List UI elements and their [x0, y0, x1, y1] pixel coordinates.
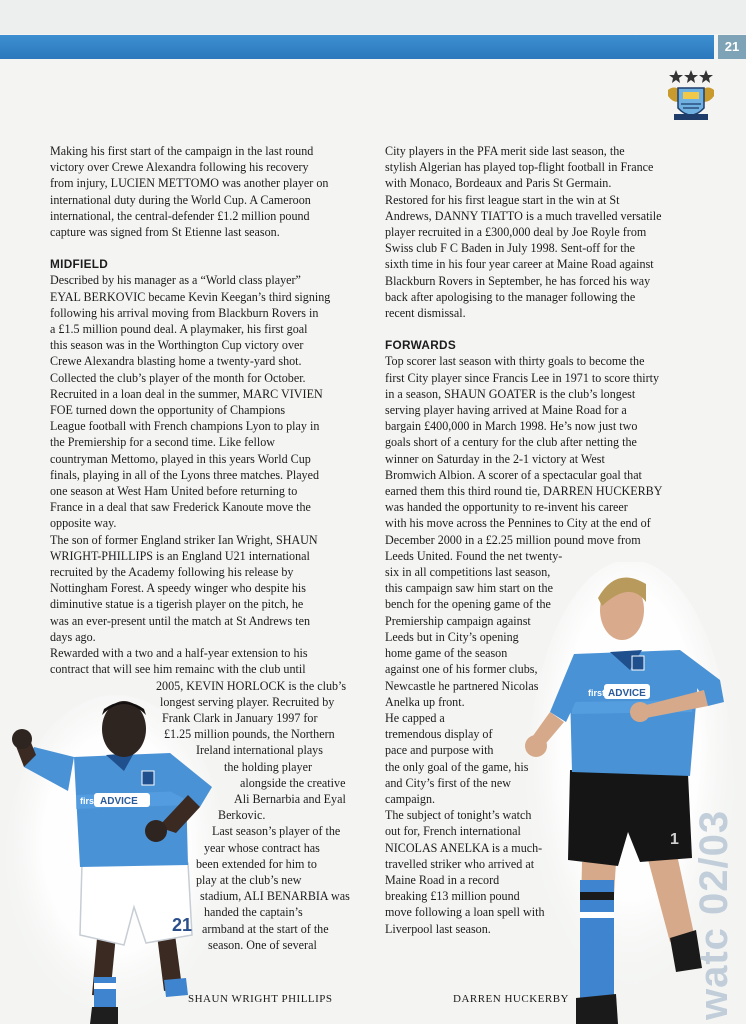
right-para-1: [385, 143, 705, 321]
text-line: and City’s first of the new: [385, 775, 511, 790]
text-line: bench for the opening game of the: [385, 597, 551, 612]
text-line: been extended for him to: [196, 856, 317, 871]
text-line: first City player since Francis Lee in 1971 to score thirty: [385, 370, 660, 385]
text-line: Described by his manager as a “World class player”: [50, 273, 301, 288]
text-line: Rewarded with a two and a half-year extension to his: [50, 646, 308, 661]
text-line: season. One of several: [208, 937, 317, 952]
text-line: NICOLAS ANELKA is a much-: [385, 840, 543, 855]
caption-right: DARREN HUCKERBY: [453, 993, 569, 1005]
top-margin: [0, 0, 746, 34]
text-line: League football with French champions Lyon to play in: [50, 419, 320, 434]
text-line: Bromwich Albion. A scorer of a spectacular goal that: [385, 467, 642, 482]
text-line: against one of his former clubs,: [385, 662, 538, 677]
text-line: recruited by the Academy following his release by: [50, 565, 294, 580]
text-line: Collected the club’s player of the month for October.: [50, 370, 306, 385]
text-line: six in all competitions last season,: [385, 565, 551, 580]
text-line: breaking £13 million pound: [385, 889, 520, 904]
text-line: Restored for his first league start in the win at St: [385, 192, 620, 207]
club-crest-logo: [664, 68, 718, 126]
text-line: recent dismissal.: [385, 306, 466, 321]
text-line: back after apologising to the manager following the: [385, 289, 636, 304]
text-line: City players in the PFA merit side last season, the: [385, 144, 625, 158]
text-line: was an ever-present until the match at St Andrews ten: [50, 613, 311, 628]
text-line: Ireland international plays: [196, 743, 323, 758]
text-line: Ali Bernarbia and Eyal: [234, 791, 346, 806]
text-line: goals short of a century for the club after netting the: [385, 435, 637, 450]
text-line: contract that will see him remainc with the club until: [50, 662, 306, 677]
text-line: winner on Saturday in the 2-1 victory at West: [385, 451, 605, 466]
left-para-3: [50, 678, 362, 953]
text-line: year whose contract has: [204, 840, 320, 855]
text-line: Frank Clark in January 1997 for: [162, 710, 318, 725]
text-line: The son of former England striker Ian Wright, SHAUN: [50, 532, 318, 547]
text-line: countryman Mettomo, played in this years World Cup: [50, 451, 311, 466]
text-line: Recruited in a loan deal in the summer, MARC VIVIEN: [50, 386, 323, 401]
text-line: Berkovic.: [218, 808, 266, 823]
text-line: France in a deal that saw Frederick Kanoute move the: [50, 500, 311, 515]
text-line: this campaign saw him start on the: [385, 581, 553, 596]
watermark-text: watc 02/03: [692, 809, 736, 1020]
text-line: play at the club’s new: [196, 872, 302, 887]
text-line: December 2000 in a £2.25 million pound move from: [385, 532, 641, 547]
text-line: a £1.5 million pound deal. A playmaker, his first goal: [50, 322, 308, 337]
text-line: serving player having arrived at Maine Road for a: [385, 403, 627, 418]
text-line: in a season, SHAUN GOATER is the club’s longest: [385, 386, 636, 401]
text-line: the only goal of the game, his: [385, 759, 529, 774]
text-line: EYAL BERKOVIC became Kevin Keegan’s third signing: [50, 289, 331, 304]
text-line: diminutive statue is a tigerish player on the pitch, he: [50, 597, 304, 612]
svg-text:1: 1: [670, 831, 679, 848]
text-line: Leeds United. Found the net twenty-: [385, 548, 563, 563]
shirt-sponsor-right: ADVICE: [608, 688, 646, 699]
text-line: handed the captain’s: [204, 905, 303, 920]
text-line: Leeds but in City’s opening: [385, 629, 519, 644]
text-line: stylish Algerian has played top-flight football in France: [385, 160, 654, 175]
shirt-sponsor-left: ADVICE: [100, 796, 138, 807]
text-line: £1.25 million pounds, the Northern: [164, 727, 335, 742]
text-line: the holding player: [224, 759, 312, 774]
text-line: Top scorer last season with thirty goals to become the: [385, 354, 645, 369]
text-line: Liverpool last season.: [385, 921, 491, 936]
forwards-heading: FORWARDS: [385, 338, 456, 353]
text-line: tremendous display of: [385, 727, 493, 742]
text-line: with Monaco, Bordeaux and Paris St Germain.: [385, 176, 612, 191]
caption-left: SHAUN WRIGHT PHILLIPS: [188, 993, 333, 1005]
text-line: player recruited in a £300,000 deal by Joe Royle from: [385, 225, 647, 240]
text-line: one season at West Ham United before returning to: [50, 484, 298, 499]
text-line: Swiss club F C Baden in July 1998. Sent-off for the: [385, 241, 636, 256]
left-text-column: [50, 143, 362, 953]
text-line: FOE turned down the opportunity of Champions: [50, 403, 286, 418]
text-line: stadium, ALI BENARBIA was: [200, 889, 350, 904]
text-line: armband at the start of the: [202, 921, 329, 936]
shirt-prefix-left: first: [80, 796, 98, 806]
text-line: international duty during the World Cup. A Cameroon: [50, 192, 311, 207]
text-line: Last season’s player of the: [212, 824, 341, 839]
text-line: international, the central-defender £1.2 million pound: [50, 208, 310, 223]
text-line: Andrews, DANNY TIATTO is a much travelled versatile: [385, 208, 662, 223]
text-line: travelled striker who arrived at: [385, 856, 535, 871]
text-line: move following a loan spell with: [385, 905, 545, 920]
midfield-heading: MIDFIELD: [50, 257, 109, 272]
text-line: opposite way.: [50, 516, 117, 531]
text-line: victory over Crewe Alexandra following his recovery: [50, 160, 309, 175]
text-line: the Premiership for a second time. Like fellow: [50, 435, 276, 450]
text-line: capture was signed from St Etienne last season.: [50, 225, 280, 240]
text-line: days ago.: [50, 629, 96, 644]
text-line: out for, French international: [385, 824, 521, 839]
text-line: Crewe Alexandra blasting home a twenty-yard shot.: [50, 354, 302, 369]
text-line: Anelka up front.: [385, 694, 465, 709]
text-line: sixth time in his four year career at Maine Road against: [385, 257, 654, 272]
text-line: pace and purpose with: [385, 743, 494, 758]
text-line: following his arrival moving from Blackburn Rovers in: [50, 305, 319, 320]
page-number: 21: [718, 35, 746, 59]
text-line: this season was in the Worthington Cup victory over: [50, 338, 304, 353]
right-text-column: [385, 143, 705, 937]
text-line: Making his first start of the campaign in the last round: [50, 144, 314, 158]
text-line: with his move across the Pennines to City at the end of: [385, 516, 651, 531]
text-line: Premiership campaign against: [385, 613, 531, 628]
text-line: was handed the opportunity to re-invent his career: [385, 500, 628, 515]
text-line: home game of the season: [385, 646, 508, 661]
text-line: WRIGHT-PHILLIPS is an England U21 international: [50, 548, 310, 563]
text-line: Nottingham Forest. A speedy winger who despite his: [50, 581, 306, 596]
left-para-2: [50, 272, 362, 677]
text-line: Blackburn Rovers in September, he has forced his way: [385, 273, 651, 288]
text-line: He capped a: [385, 710, 445, 725]
right-para-2: [385, 353, 705, 936]
left-para-1: [50, 143, 362, 240]
shirt-prefix-right: first: [588, 688, 606, 698]
text-line: campaign.: [385, 791, 436, 806]
text-line: 2005, KEVIN HORLOCK is the club’s: [156, 678, 347, 693]
header-bar: [0, 35, 714, 59]
text-line: The subject of tonight’s watch: [385, 808, 532, 823]
text-line: alongside the creative: [240, 775, 346, 790]
text-line: Maine Road in a record: [385, 872, 500, 887]
text-line: Newcastle he partnered Nicolas: [385, 678, 539, 693]
text-line: from injury, LUCIEN METTOMO was another player on: [50, 176, 329, 191]
svg-text:21: 21: [172, 915, 193, 935]
text-line: bargain £400,000 in March 1998. He’s now just two: [385, 419, 638, 434]
text-line: earned them this third round tie, DARREN HUCKERBY: [385, 484, 663, 499]
text-line: finals, playing in all of the Lyons three matches. Played: [50, 467, 320, 482]
text-line: longest serving player. Recruited by: [160, 694, 335, 709]
